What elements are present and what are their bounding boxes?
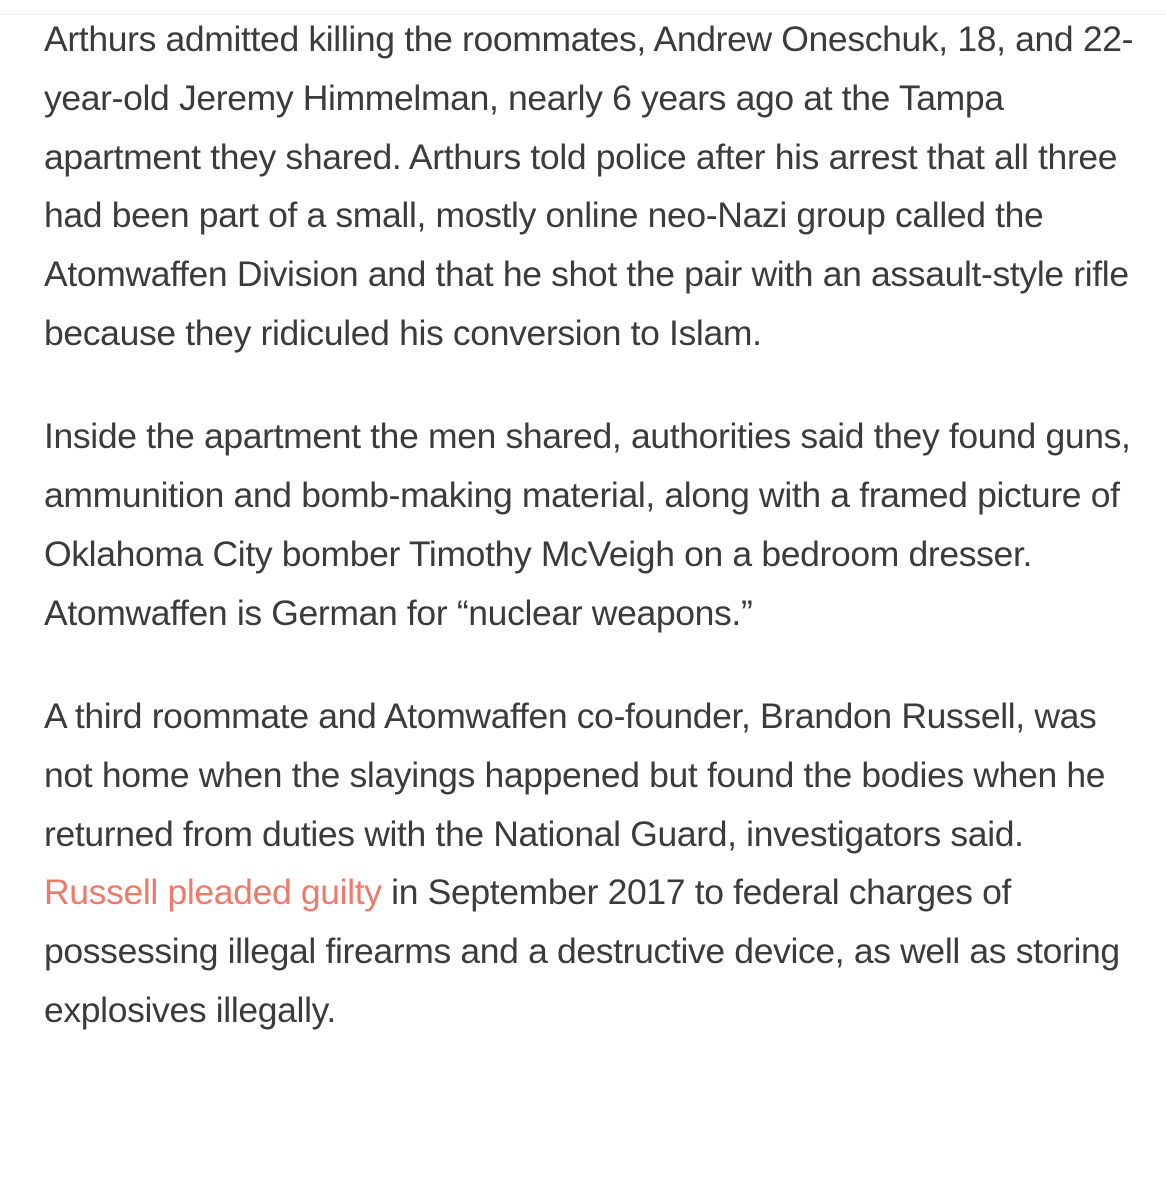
article-body bbox=[44, 10, 1134, 1040]
article-paragraph-2: Inside the apartment the men shared, authorities said they found guns, ammunition and bomb-making material, along with a framed picture of Oklahoma City bomber Timothy McVeigh on a bedroom dresser. Atomwaffen is German for “nuclear weapons.” bbox=[44, 416, 1131, 633]
russell-pleaded-guilty-link[interactable]: Russell pleaded guilty bbox=[44, 872, 382, 913]
article-paragraph-1: Arthurs admitted killing the roommates, Andrew Oneschuk, 18, and 22-year-old Jeremy Himmelman, nearly 6 years ago at the Tampa apartment they shared. Arthurs told police after his arrest that all three had been part of a small, mostly online neo-Nazi group called the Atomwaffen Division and that he shot the pair with an assault-style rifle because they ridiculed his conversion to Islam. bbox=[44, 19, 1134, 353]
paragraph-3-text-before: A third roommate and Atomwaffen co-founder, Brandon Russell, was not home when the slayings happened but found the bodies when he returned from duties with the National Guard, investigators said. bbox=[44, 695, 1106, 854]
article-paragraph-3 bbox=[44, 687, 1134, 1040]
paragraph-3-text-after: in September 2017 to federal charges of possessing illegal firearms and a destructive device, as well as storing explosives illegally. bbox=[44, 872, 1120, 1030]
